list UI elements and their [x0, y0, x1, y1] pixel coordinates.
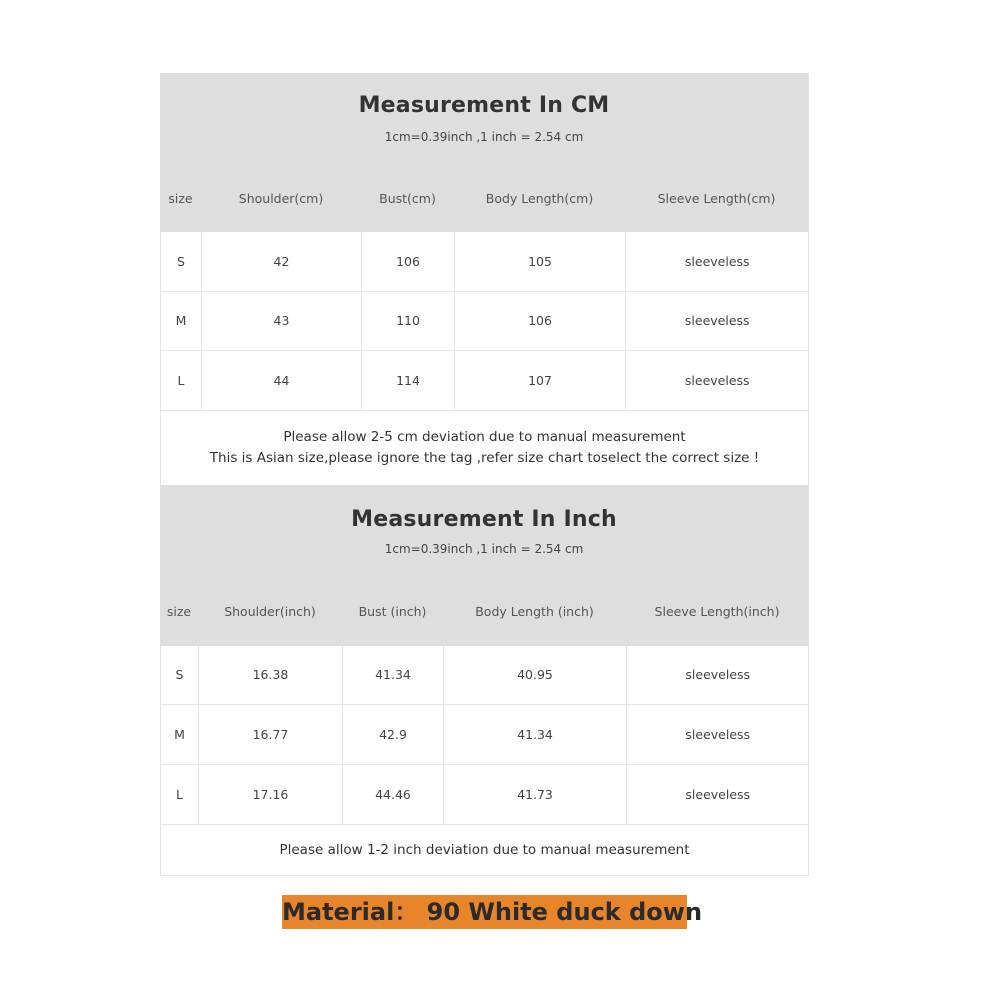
cm-table [160, 232, 809, 411]
cm-cell-sleeve-length: sleeveless [626, 350, 809, 410]
inch-cell-body-length: 41.73 [444, 765, 627, 825]
table-row [161, 232, 809, 291]
inch-note-line-1: Please allow 1-2 inch deviation due to manual measurement [279, 842, 690, 858]
inch-cell-size: S [161, 646, 199, 705]
table-row [161, 705, 809, 765]
inch-header-body-length: Body Length (inch) [475, 603, 594, 619]
material-label: Material： 90 White duck down [282, 895, 687, 929]
inch-deviation-note [160, 825, 808, 875]
inch-cell-size: L [161, 765, 199, 825]
cm-header-body-length: Body Length(cm) [485, 191, 594, 206]
cm-column-headers [160, 191, 808, 211]
cm-cell-size: S [161, 232, 202, 291]
inch-title: Measurement In Inch [351, 506, 617, 532]
inch-cell-bust: 42.9 [343, 705, 444, 765]
cm-deviation-note [160, 411, 808, 485]
cm-header-bust: Bust(cm) [379, 191, 436, 206]
inch-column-headers [160, 604, 808, 624]
inch-cell-body-length: 40.95 [444, 646, 627, 705]
table-row [161, 646, 809, 705]
cm-note-line-2: This is Asian size,please ignore the tag ,refer size chart toselect the correct size ! [209, 449, 760, 466]
cm-subtitle: 1cm=0.39inch ,1 inch = 2.54 cm [384, 130, 584, 144]
inch-cell-sleeve-length: sleeveless [627, 765, 809, 825]
cm-cell-shoulder: 43 [202, 291, 362, 350]
cm-cell-sleeve-length: sleeveless [626, 232, 809, 291]
inch-header-size: size [166, 603, 192, 619]
inch-cell-shoulder: 16.77 [199, 705, 343, 765]
inch-header-sleeve-length: Sleeve Length(inch) [654, 603, 780, 619]
cm-note-line-1: Please allow 2-5 cm deviation due to manual measurement [283, 428, 686, 445]
inch-cell-shoulder: 16.38 [199, 646, 343, 705]
cm-cell-shoulder: 44 [202, 350, 362, 410]
cm-cell-size: M [161, 291, 202, 350]
cm-cell-body-length: 107 [455, 350, 626, 410]
inch-header-shoulder: Shoulder(inch) [224, 603, 316, 619]
cm-cell-sleeve-length: sleeveless [626, 291, 809, 350]
cm-header-shoulder: Shoulder(cm) [238, 191, 324, 206]
cm-section-header [160, 73, 808, 232]
size-chart [160, 73, 809, 876]
inch-cell-bust: 44.46 [343, 765, 444, 825]
inch-cell-size: M [161, 705, 199, 765]
cm-cell-size: L [161, 350, 202, 410]
cm-cell-bust: 114 [362, 350, 455, 410]
table-row [161, 350, 809, 410]
cm-cell-bust: 110 [362, 291, 455, 350]
inch-cell-sleeve-length: sleeveless [627, 705, 809, 765]
cm-cell-shoulder: 42 [202, 232, 362, 291]
cm-cell-body-length: 105 [455, 232, 626, 291]
inch-section-header [160, 485, 808, 646]
inch-cell-body-length: 41.34 [444, 705, 627, 765]
cm-cell-body-length: 106 [455, 291, 626, 350]
table-row [161, 765, 809, 825]
inch-cell-shoulder: 17.16 [199, 765, 343, 825]
cm-title: Measurement In CM [358, 93, 610, 118]
cm-header-sleeve-length: Sleeve Length(cm) [657, 191, 776, 206]
table-row [161, 291, 809, 350]
inch-cell-bust: 41.34 [343, 646, 444, 705]
cm-cell-bust: 106 [362, 232, 455, 291]
inch-table [160, 646, 809, 826]
cm-header-size: size [168, 191, 193, 206]
inch-subtitle: 1cm=0.39inch ,1 inch = 2.54 cm [384, 541, 584, 556]
inch-header-bust: Bust (inch) [358, 603, 427, 619]
inch-cell-sleeve-length: sleeveless [627, 646, 809, 705]
